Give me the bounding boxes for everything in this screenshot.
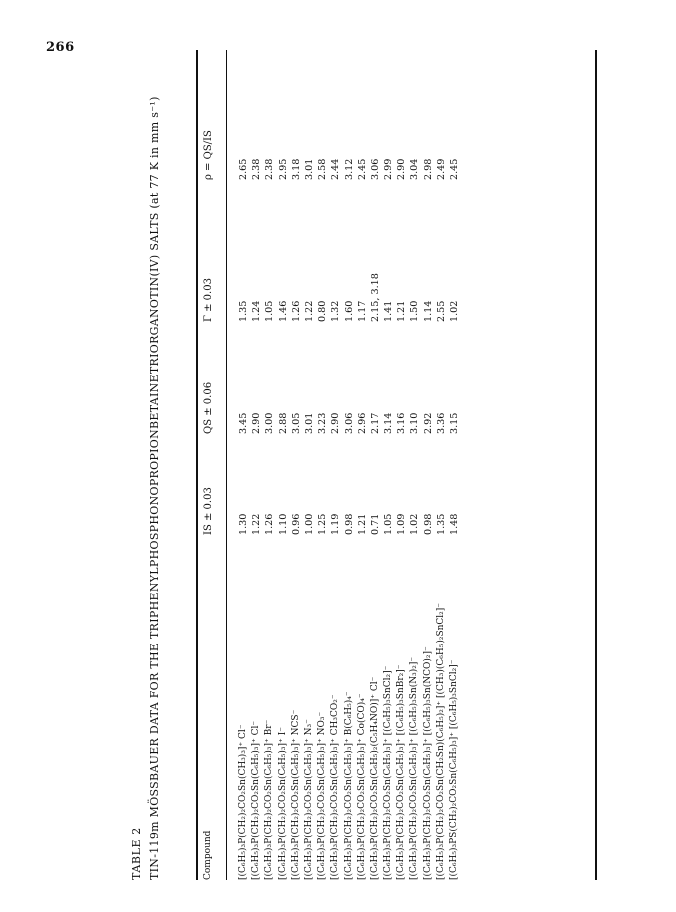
cell-rho: 2.95	[277, 158, 289, 180]
table-row	[251, 50, 264, 880]
cell-qs: 3.01	[303, 412, 315, 434]
table-bottom-rule	[595, 50, 597, 880]
cell-rho: 3.01	[303, 158, 315, 180]
table-label: TABLE 2	[130, 827, 143, 880]
cell-gamma: 1.60	[343, 300, 355, 322]
cell-compound: [(C₆H₅)₃P(CH₂)₂CO₂Sn(C₆H₅)₃]⁺ Cl⁻	[251, 720, 262, 880]
cell-compound: [(C₆H₅)₃P(CH₂)₂CO₂Sn(CH₃)₃]⁺ Cl⁻	[238, 724, 248, 880]
cell-gamma: 1.02	[449, 300, 460, 322]
table-row	[304, 50, 317, 880]
cell-compound: [(C₆H₅)₃P(CH₂)₂CO₂Sn(C₆H₅)₃]⁺ CH₃CO₂⁻	[330, 694, 341, 880]
cell-rho: 2.38	[264, 158, 276, 180]
cell-qs: 2.96	[356, 412, 368, 434]
table-header-rule	[226, 50, 227, 880]
table-row	[291, 50, 304, 880]
cell-is: 1.19	[330, 513, 342, 535]
cell-compound: [(C₆H₅)₃P(CH₂)₂CO₂Sn(CH₂Sn)(C₆H₅)₂]⁺ [(CH₃)(C₆H₅)₂SnCl₂]⁻	[435, 602, 446, 880]
cell-gamma: 1.24	[251, 300, 263, 322]
cell-qs: 3.06	[343, 412, 355, 434]
cell-qs: 3.15	[449, 412, 460, 434]
cell-gamma: 1.50	[409, 300, 421, 322]
cell-is: 1.10	[277, 513, 289, 535]
header-qs: QS ± 0.06	[203, 381, 214, 434]
table-row	[449, 50, 462, 880]
cell-gamma: 1.21	[396, 300, 408, 322]
cell-compound: [(C₆H₅)₃P(CH₂)₂CO₂Sn(C₆H₅)₃]⁺ Br⁻	[264, 719, 275, 880]
table-title: TIN-119m MÖSSBAUER DATA FOR THE TRIPHENYLPHOSPHONOPROPIONBETAINETRIORGANOTIN(IV) SALTS (at 77 K in mm s⁻¹)	[148, 96, 161, 880]
table-row	[357, 50, 370, 880]
cell-compound: [(C₆H₅)₃P(CH₂)₂CO₂Sn(C₆H₅)₃]⁺ [(C₆H₅)₃SnCl₂]⁻	[383, 665, 394, 880]
cell-gamma: 1.22	[303, 300, 315, 322]
cell-is: 1.02	[409, 513, 421, 535]
cell-gamma: 1.17	[356, 300, 368, 322]
cell-gamma: 1.05	[264, 300, 276, 322]
cell-gamma: 2.15, 3.18	[369, 273, 381, 322]
cell-is: 1.09	[396, 513, 408, 535]
cell-qs: 3.10	[409, 412, 421, 434]
table-row	[423, 50, 436, 880]
cell-rho: 2.45	[356, 158, 368, 180]
cell-is: 0.96	[290, 513, 302, 535]
rotated-table-region	[130, 50, 610, 880]
cell-is: 1.35	[435, 513, 447, 535]
cell-gamma: 1.41	[383, 300, 395, 322]
cell-compound: [(C₆H₅)₃PS(CH₂)₂CO₂Sn(C₆H₅)₃]⁺ [(C₆H₅)₃SnCl₂]⁻	[449, 659, 459, 880]
cell-rho: 2.98	[422, 158, 434, 180]
cell-is: 0.71	[369, 513, 381, 535]
cell-compound: [(C₆H₅)₃P(CH₂)₂CO₂Sn(C₆H₅)₃]⁺ I⁻	[277, 727, 288, 880]
cell-is: 0.98	[343, 513, 355, 535]
table-row	[238, 50, 251, 880]
cell-compound: [(C₆H₅)₃P(CH₂)₂CO₂Sn(C₆H₅)₃]⁺ Co(CO)₄⁻	[356, 693, 367, 880]
cell-rho: 2.44	[330, 158, 342, 180]
cell-rho: 2.38	[251, 158, 263, 180]
page-number: 266	[46, 40, 75, 55]
cell-is: 1.48	[449, 513, 460, 535]
cell-compound: [(C₆H₅)₃P(CH₂)₂CO₂Sn(C₆H₅)₃]⁺ [(C₆H₅)₃Sn(NCO)₂]⁻	[422, 646, 433, 880]
cell-qs: 3.23	[317, 412, 329, 434]
cell-gamma: 1.14	[422, 300, 434, 322]
cell-is: 1.21	[356, 513, 368, 535]
cell-qs: 3.05	[290, 412, 302, 434]
table-row	[370, 50, 383, 880]
cell-compound: [(C₆H₅)₃P(CH₂)₂CO₂Sn(C₆H₅)₃]⁺ N₃⁻	[303, 719, 314, 880]
cell-rho: 3.12	[343, 158, 355, 180]
cell-is: 0.98	[422, 513, 434, 535]
cell-compound: [(C₆H₅)₃P(CH₂)₂CO₂Sn(C₆H₅)₃]⁺ [(C₆H₅)₃Sn(N₃)₂]⁻	[409, 656, 420, 880]
header-compound: Compound	[203, 830, 213, 880]
cell-gamma: 1.35	[238, 300, 249, 322]
cell-rho: 3.06	[369, 158, 381, 180]
cell-rho: 2.90	[396, 158, 408, 180]
cell-compound: [(C₆H₅)₃P(CH₂)₂CO₂Sn(C₆H₅)₃]⁺ NCS⁻	[290, 709, 301, 880]
cell-is: 1.30	[238, 513, 249, 535]
cell-gamma: 2.55	[435, 300, 447, 322]
cell-qs: 3.00	[264, 412, 276, 434]
table-row	[409, 50, 422, 880]
table-row	[278, 50, 291, 880]
cell-qs: 2.88	[277, 412, 289, 434]
header-rho: ρ = QS/IS	[203, 130, 214, 180]
cell-is: 1.00	[303, 513, 315, 535]
table-row	[436, 50, 449, 880]
cell-is: 1.22	[251, 513, 263, 535]
cell-qs: 3.16	[396, 412, 408, 434]
cell-rho: 2.45	[449, 158, 460, 180]
cell-rho: 2.99	[383, 158, 395, 180]
cell-qs: 2.90	[330, 412, 342, 434]
table-row	[317, 50, 330, 880]
cell-rho: 2.49	[435, 158, 447, 180]
table-row	[344, 50, 357, 880]
cell-qs: 2.92	[422, 412, 434, 434]
cell-rho: 3.04	[409, 158, 421, 180]
cell-qs: 3.14	[383, 412, 395, 434]
cell-gamma: 1.32	[330, 300, 342, 322]
cell-rho: 2.58	[317, 158, 329, 180]
table-row	[264, 50, 277, 880]
cell-compound: [(C₆H₅)₃P(CH₂)₂CO₂Sn(C₆H₅)₃]⁺ NO₃⁻	[317, 711, 328, 880]
table-row	[396, 50, 409, 880]
cell-rho: 2.65	[238, 158, 249, 180]
cell-compound: [(C₆H₅)₃P(CH₂)₂CO₂Sn(C₆H₅)₃]⁺ [(C₆H₅)₃SnBr₂]⁻	[396, 664, 407, 880]
cell-compound: [(C₆H₅)₃P(CH₂)₂CO₂Sn(C₆H₅)₃]⁺ B(C₆H₅)₄⁻	[343, 691, 354, 880]
cell-gamma: 1.46	[277, 300, 289, 322]
table-row	[383, 50, 396, 880]
table-top-rule	[196, 50, 198, 880]
cell-qs: 2.90	[251, 412, 263, 434]
cell-qs: 3.36	[435, 412, 447, 434]
cell-is: 1.05	[383, 513, 395, 535]
cell-gamma: 1.26	[290, 300, 302, 322]
table-body	[238, 50, 462, 880]
cell-rho: 3.18	[290, 158, 302, 180]
cell-is: 1.26	[264, 513, 276, 535]
cell-compound: [(C₆H₅)₃P(CH₂)₂CO₂Sn(C₆H₅)₂(C₅H₄NO)]⁺ Cl⁻	[369, 676, 380, 880]
cell-qs: 2.17	[369, 412, 381, 434]
cell-gamma: 0.80	[317, 300, 329, 322]
header-is: IS ± 0.03	[203, 487, 214, 535]
table-row	[330, 50, 343, 880]
cell-qs: 3.45	[238, 412, 249, 434]
cell-is: 1.25	[317, 513, 329, 535]
header-gamma: Γ ± 0.03	[203, 278, 214, 322]
